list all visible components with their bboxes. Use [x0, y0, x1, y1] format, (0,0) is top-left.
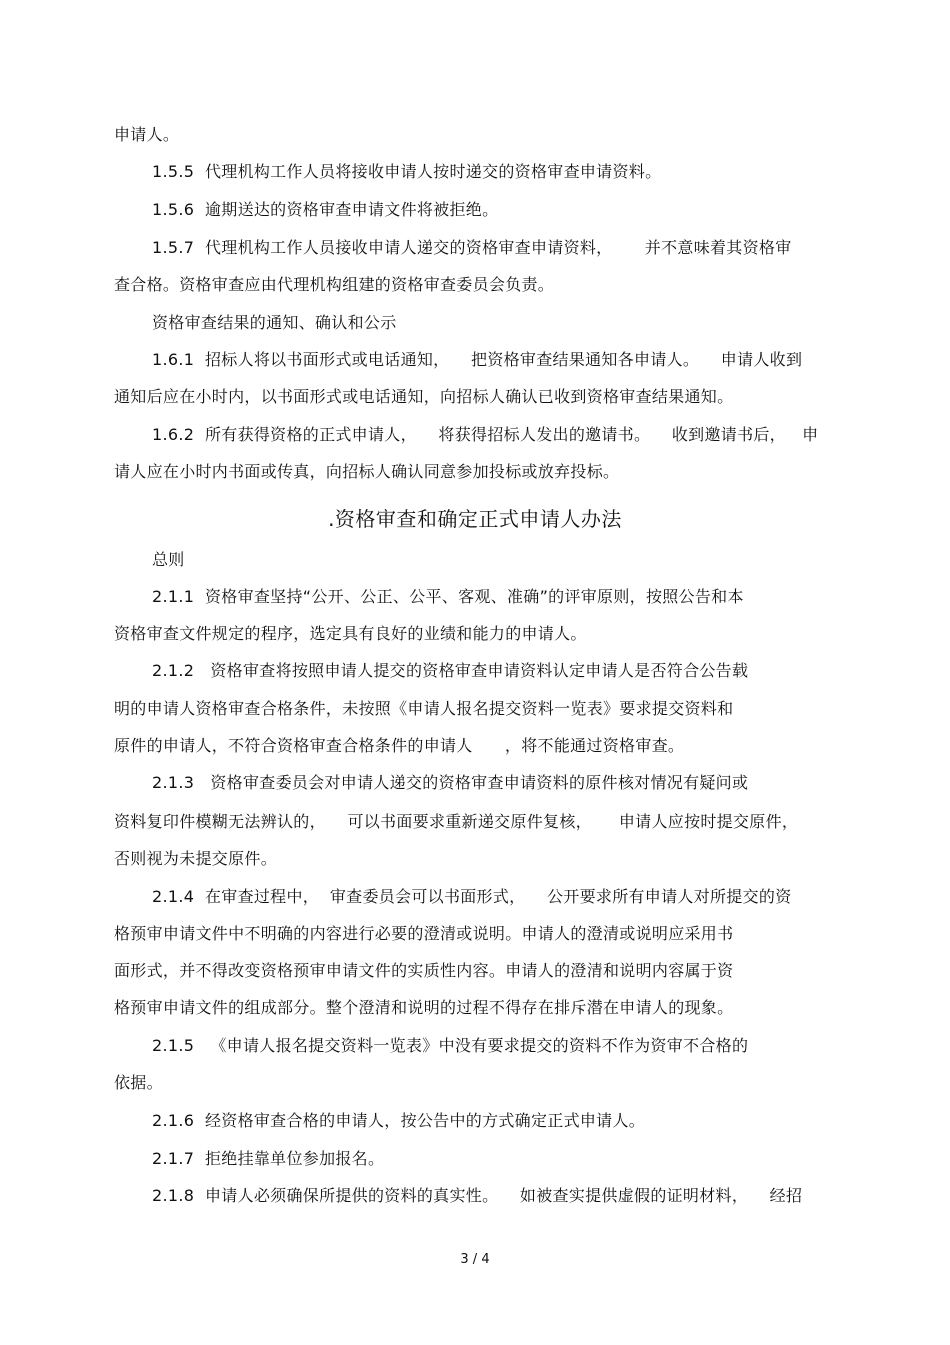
clause-2-1-3: 2.1.3 资格审查委员会对申请人递交的资格审查申请资料的原件核对情况有疑问或 — [152, 773, 749, 792]
section-title: 总则 — [152, 550, 185, 569]
clause-2-1-6: 2.1.6 经资格审查合格的申请人，按公告中的方式确定正式申请人。 — [152, 1111, 646, 1130]
clause-2-1-1: 2.1.1 资格审查坚持“公开、公正、公平、客观、准确”的评审原则，按照公告和本 — [152, 587, 744, 606]
section-title: 资格审查结果的通知、确认和公示 — [152, 313, 397, 332]
clause-2-1-7: 2.1.7 拒绝挂靠单位参加报名。 — [152, 1149, 385, 1168]
text-line: 资格审查文件规定的程序，选定具有良好的业绩和能力的申请人。 — [114, 624, 587, 643]
clause-1-6-1: 1.6.1 招标人将以书面形式或电话通知， 把资格审查结果通知各申请人。 申请人收到 — [152, 350, 803, 369]
clause-2-1-8: 2.1.8 申请人必须确保所提供的资料的真实性。 如被查实提供虚假的证明材料， 经招 — [152, 1186, 803, 1205]
clause-1-5-7: 1.5.7 代理机构工作人员接收申请人递交的资格审查申请资料， 并不意味着其资格审 — [152, 238, 792, 257]
clause-1-6-2: 1.6.2 所有获得资格的正式申请人， 将获得招标人发出的邀请书。 收到邀请书后， 申 — [152, 425, 819, 444]
text-line: 格预审申请文件中不明确的内容进行必要的澄清或说明。申请人的澄清或说明应采用书 — [114, 924, 734, 943]
text-line: 通知后应在小时内，以书面形式或电话通知，向招标人确认已收到资格审查结果通知。 — [114, 387, 734, 406]
text-line: 原件的申请人，不符合资格审查合格条件的申请人 ，将不能通过资格审查。 — [114, 736, 685, 755]
page-number: 3 / 4 — [460, 1252, 490, 1267]
clause-2-1-5: 2.1.5 《申请人报名提交资料一览表》中没有要求提交的资料不作为资审不合格的 — [152, 1036, 749, 1055]
clause-1-5-6: 1.5.6 逾期送达的资格审查申请文件将被拒绝。 — [152, 200, 499, 219]
clause-1-5-5: 1.5.5 代理机构工作人员将接收申请人按时递交的资格审查申请资料。 — [152, 162, 662, 181]
text-line: 格预审申请文件的组成部分。整个澄清和说明的过程不得存在排斥潜在申请人的现象。 — [114, 998, 734, 1017]
text-line: 明的申请人资格审查合格条件，未按照《申请人报名提交资料一览表》要求提交资料和 — [114, 699, 734, 718]
text-line: 面形式，并不得改变资格预审申请文件的实质性内容。申请人的澄清和说明内容属于资 — [114, 961, 734, 980]
clause-2-1-4: 2.1.4 在审查过程中， 审查委员会可以书面形式， 公开要求所有申请人对所提交的资 — [152, 887, 792, 906]
text-line: 依据。 — [114, 1073, 163, 1092]
chapter-heading: .资格审查和确定正式申请人办法 — [328, 507, 622, 531]
text-line: 申请人。 — [114, 125, 180, 144]
text-line: 否则视为未提交原件。 — [114, 849, 278, 868]
text-line: 请人应在小时内书面或传真，向招标人确认同意参加投标或放弃投标。 — [114, 462, 620, 481]
text-line: 查合格。资格审查应由代理机构组建的资格审查委员会负责。 — [114, 275, 555, 294]
clause-2-1-2: 2.1.2 资格审查将按照申请人提交的资格审查申请资料认定申请人是否符合公告载 — [152, 661, 749, 680]
text-line: 资料复印件模糊无法辨认的， 可以书面要求重新递交原件复核， 申请人应按时提交原件， — [114, 812, 799, 831]
